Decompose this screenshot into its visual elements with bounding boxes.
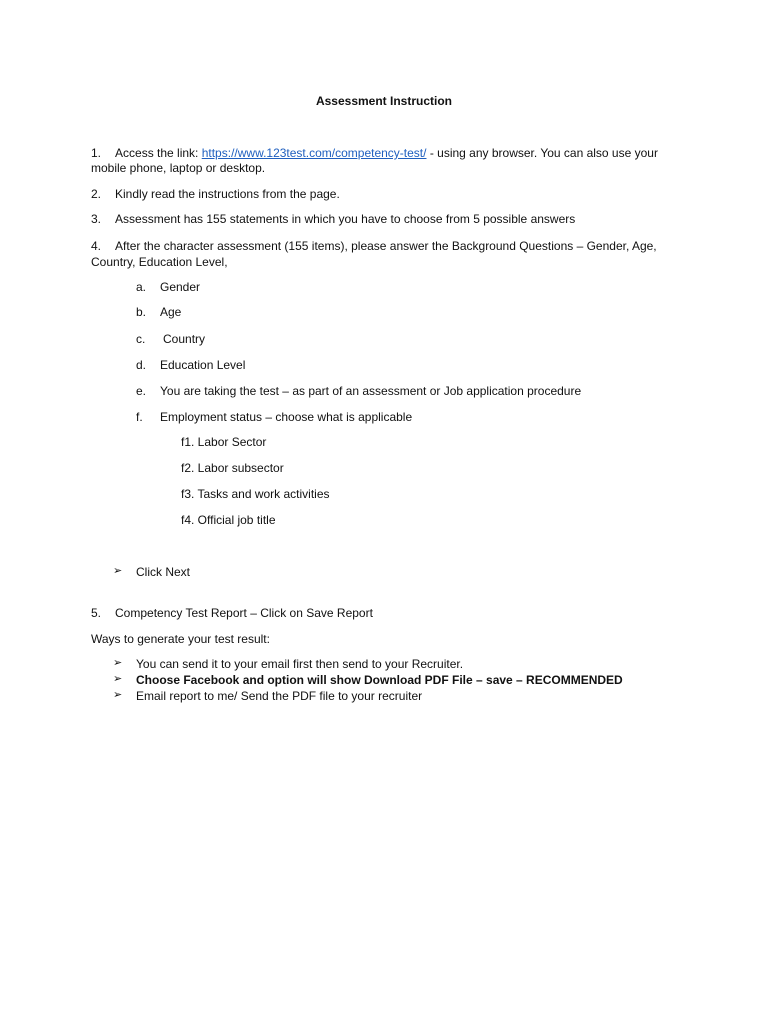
way-item-2-recommended: Choose Facebook and option will show Download PDF File – save – RECOMMENDED	[136, 673, 623, 687]
sub-item-letter: e.	[136, 384, 147, 398]
sub-item-text: Education Level	[160, 358, 246, 372]
way-item-1: You can send it to your email first then send to your Recruiter.	[136, 657, 464, 671]
step-number: 3.	[91, 212, 102, 226]
sub-item-letter: f.	[136, 410, 143, 424]
f-item-2: f2. Labor subsector	[181, 461, 284, 475]
step-1	[91, 146, 658, 161]
ways-heading: Ways to generate your test result:	[91, 632, 270, 646]
arrow-bullet-icon: ➢	[113, 657, 123, 669]
step-text: Access the link:	[115, 146, 202, 160]
step-1-continuation: mobile phone, laptop or desktop.	[91, 161, 266, 175]
competency-test-link[interactable]: https://www.123test.com/competency-test/	[201, 146, 427, 160]
step-2	[91, 187, 340, 202]
sub-item-letter: d.	[136, 358, 147, 372]
way-item-3: Email report to me/ Send the PDF file to your recruiter	[136, 689, 423, 703]
step-number: 1.	[91, 146, 102, 160]
f-item-4: f4. Official job title	[181, 513, 276, 527]
step-text: After the character assessment (155 items), please answer the Background Questions – Gender, Age,	[115, 239, 657, 253]
step-number: 4.	[91, 239, 102, 253]
sub-item-letter: c.	[136, 332, 146, 346]
f-item-1: f1. Labor Sector	[181, 435, 267, 449]
page-title: Assessment Instruction	[315, 94, 453, 108]
sub-item-text: Employment status – choose what is applicable	[160, 410, 413, 424]
f-item-3: f3. Tasks and work activities	[181, 487, 330, 501]
step-text: Kindly read the instructions from the page.	[115, 187, 340, 201]
arrow-bullet-icon: ➢	[113, 673, 123, 685]
sub-item-text: Country	[163, 332, 206, 346]
step-4	[91, 239, 657, 254]
sub-item-letter: b.	[136, 305, 147, 319]
step-5	[91, 606, 373, 621]
sub-item-letter: a.	[136, 280, 147, 294]
step-number: 2.	[91, 187, 102, 201]
step-3	[91, 212, 575, 227]
arrow-bullet-icon: ➢	[113, 689, 123, 701]
click-next-text: Click Next	[136, 565, 191, 579]
step-4-continuation: Country, Education Level,	[91, 255, 228, 269]
arrow-bullet-icon: ➢	[113, 565, 123, 577]
sub-item-text: Gender	[160, 280, 201, 294]
step-text: Competency Test Report – Click on Save Report	[115, 606, 373, 620]
step-text-suffix: - using any browser. You can also use your	[426, 146, 658, 160]
sub-item-text: You are taking the test – as part of an assessment or Job application procedure	[160, 384, 582, 398]
step-number: 5.	[91, 606, 102, 620]
step-text: Assessment has 155 statements in which you have to choose from 5 possible answers	[115, 212, 576, 226]
sub-item-text: Age	[160, 305, 182, 319]
